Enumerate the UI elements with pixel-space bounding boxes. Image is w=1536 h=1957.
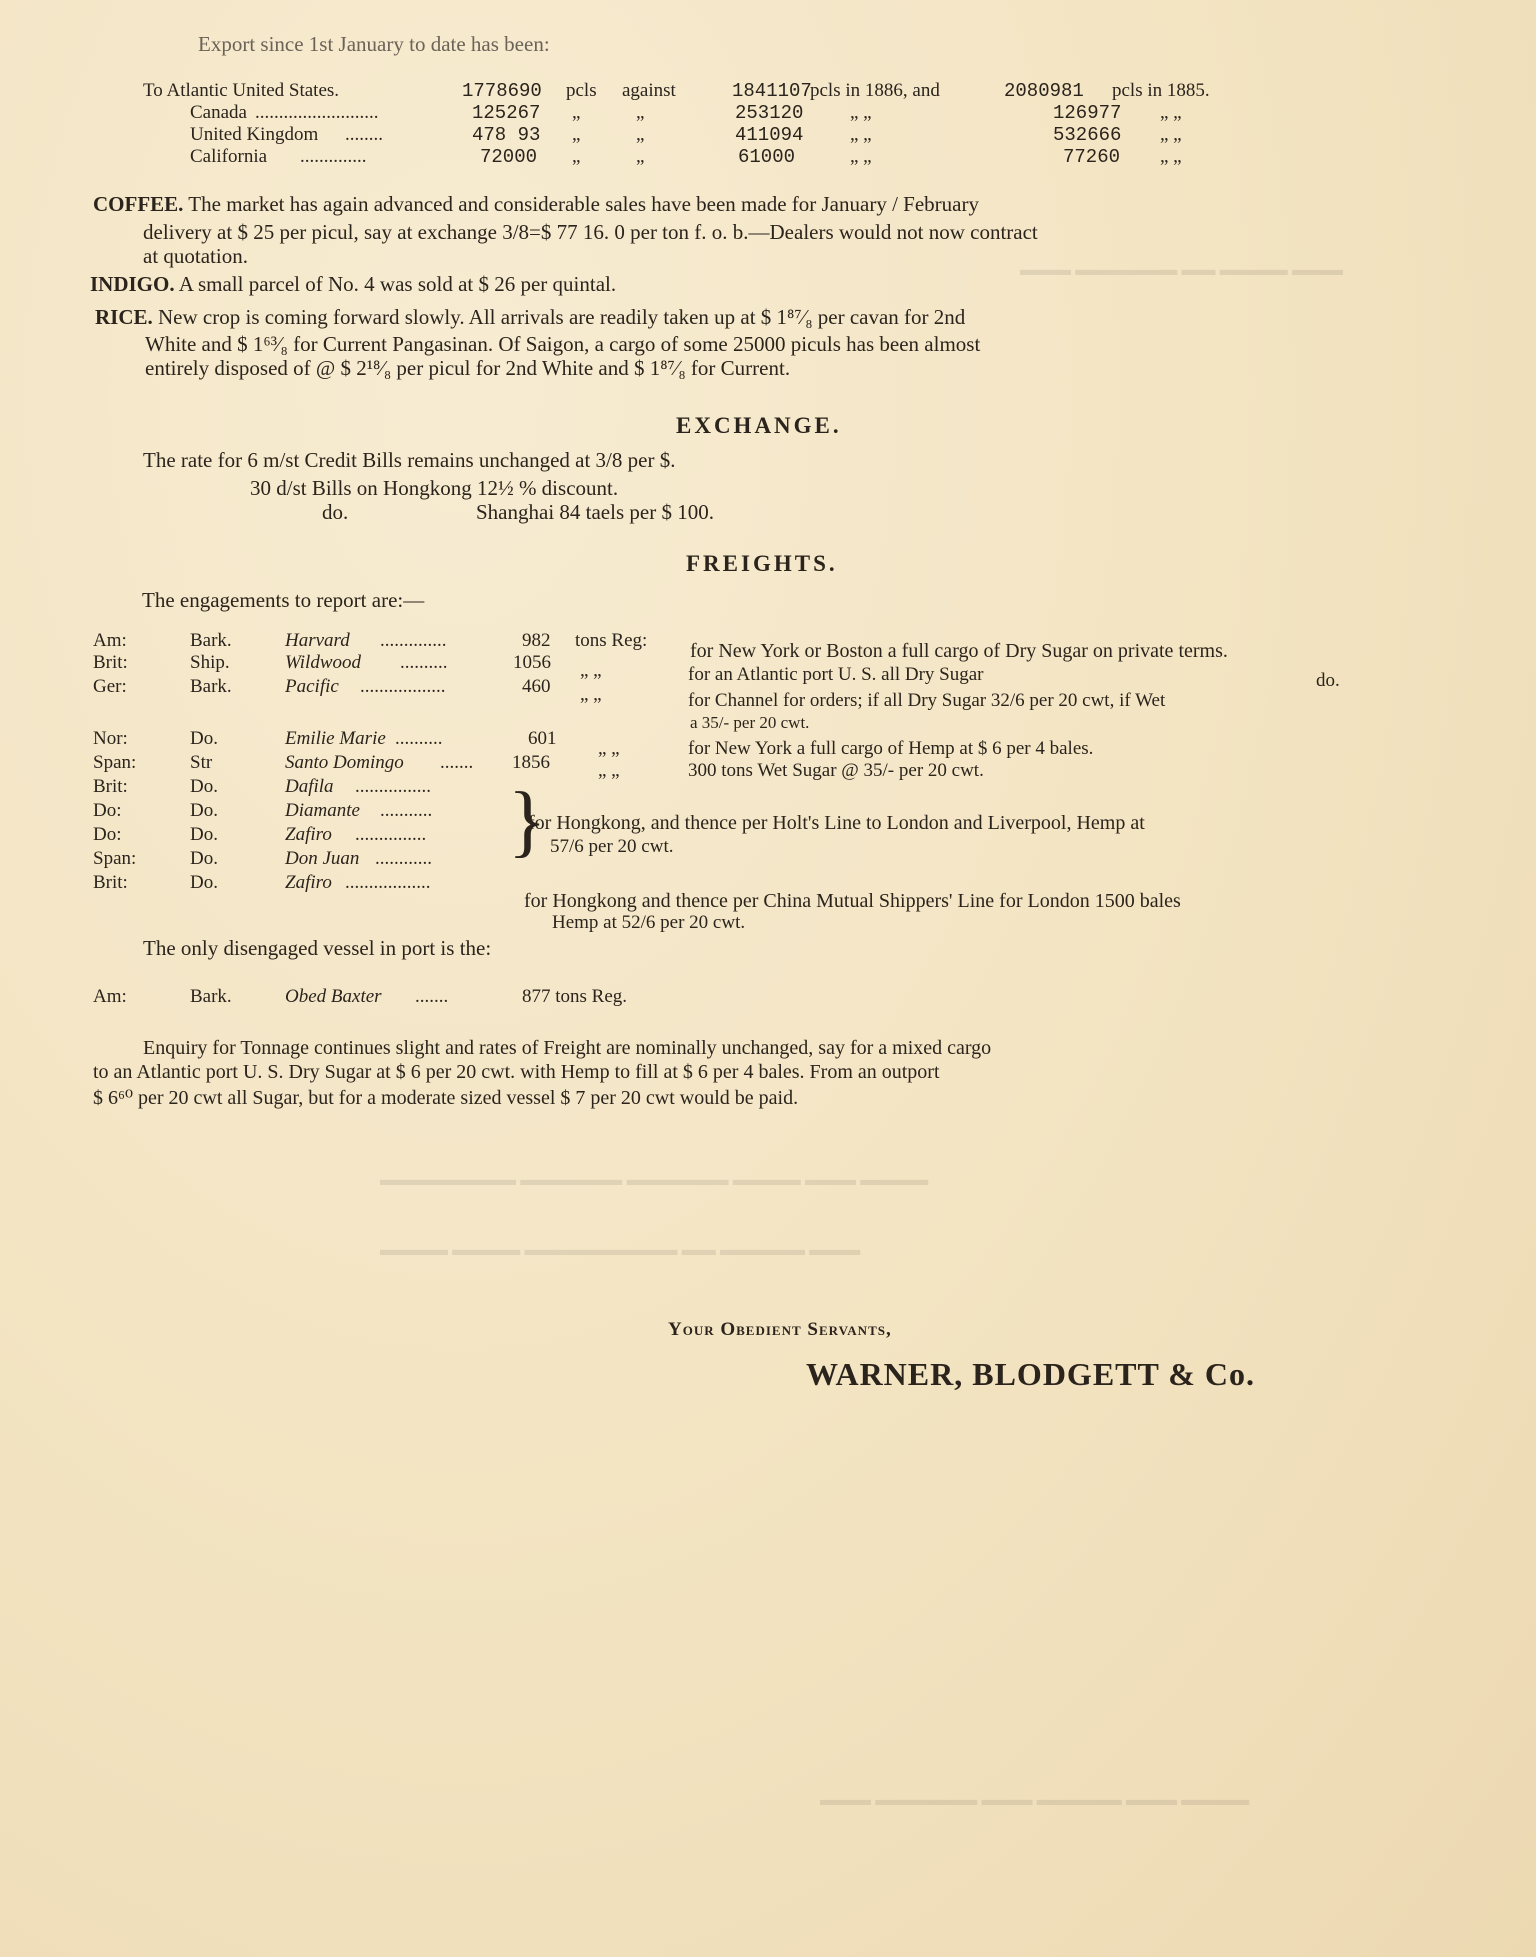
export-tail: „ „	[850, 102, 872, 123]
engagement-vessel: Pacific	[285, 676, 339, 697]
engagement-tons: 1856	[512, 752, 550, 773]
exchange-line-3b: Shanghai 84 taels per $ 100.	[476, 500, 714, 524]
rice-text: New crop is coming forward slowly. All arrivals are readily taken up at $ 1⁸⁷⁄₈ per cavan for 2nd	[158, 305, 966, 329]
engagement-flag: Nor:	[93, 728, 128, 749]
engagement-reg: „ „	[598, 760, 620, 781]
export-unit: „	[572, 146, 581, 167]
enquiry-line-2: to an Atlantic port U. S. Dry Sugar at $ 6 per 20 cwt. with Hemp to fill at $ 6 per 4 bales. From an outport	[93, 1061, 940, 1083]
exchange-line-1: The rate for 6 m/st Credit Bills remains unchanged at 3/8 per $.	[143, 448, 676, 472]
disengaged-dots: .......	[415, 986, 449, 1007]
engagement-dots: ...........	[380, 800, 433, 821]
engagement-rig: Bark.	[190, 676, 232, 697]
engagement-dots: ..........	[395, 728, 443, 749]
rice-line-3: entirely disposed of @ $ 2¹⁸⁄₈ per picul for 2nd White and $ 1⁸⁷⁄₈ for Current.	[145, 356, 791, 380]
export-tail: „ „	[1160, 146, 1182, 167]
engagement-vessel: Wildwood	[285, 652, 362, 673]
engagement-dots: .......	[440, 752, 474, 773]
export-tail: pcls in 1885.	[1112, 80, 1210, 101]
indigo-paragraph	[90, 272, 616, 296]
export-value-1886: 61000	[738, 146, 796, 168]
engagement-terms: for Channel for orders; if all Dry Sugar 32/6 per 20 cwt, if Wet	[688, 690, 1166, 711]
export-against: against	[622, 80, 676, 101]
engagement-terms: for an Atlantic port U. S. all Dry Sugar	[688, 664, 984, 685]
export-tail: „ „	[1160, 102, 1182, 123]
engagement-rig: Ship.	[190, 652, 230, 673]
enquiry-line-3: $ 6⁶⁰ per 20 cwt all Sugar, but for a moderate sized vessel $ 7 per 20 cwt would be paid.	[93, 1087, 799, 1109]
export-value-1887: 478 93	[472, 124, 541, 146]
disengaged-flag: Am:	[93, 986, 127, 1007]
engagement-reg: tons Reg:	[575, 630, 648, 651]
engagement-terms-2: Hemp at 52/6 per 20 cwt.	[552, 912, 746, 933]
exchange-title: EXCHANGE.	[676, 413, 842, 438]
engagement-reg: „ „	[598, 738, 620, 759]
engagement-tons: 982	[522, 630, 551, 651]
engagement-flag: Brit:	[93, 652, 128, 673]
engagement-dots: ..........	[400, 652, 448, 673]
engagement-terms: for New York or Boston a full cargo of Dry Sugar on private terms.	[690, 640, 1228, 662]
export-heading: Export since 1st January to date has been:	[198, 32, 550, 56]
export-unit: „	[572, 124, 581, 145]
export-tail: pcls in 1886, and	[810, 80, 940, 101]
export-tail: „ „	[850, 146, 872, 167]
export-dots: ..............	[300, 146, 367, 167]
engagement-flag: Span:	[93, 752, 137, 773]
bleed-through-decoration: ▬▬▬▬ ▬▬▬ ▬▬▬▬ ▬▬▬▬▬▬ ▬▬▬▬▬▬ ▬▬▬▬▬▬▬▬	[380, 1170, 929, 1189]
export-value-1886: 411094	[735, 124, 804, 146]
export-dest: Canada	[190, 102, 247, 123]
engagement-vessel: Don Juan	[285, 848, 360, 869]
export-value-1887: 1778690	[462, 80, 542, 102]
export-tail: „ „	[1160, 124, 1182, 145]
valediction: Your Obedient Servants,	[668, 1319, 892, 1340]
engagement-vessel: Santo Domingo	[285, 752, 404, 773]
indigo-text: A small parcel of No. 4 was sold at $ 26 per quintal.	[178, 272, 617, 296]
grouped-terms: for Hongkong, and thence per Holt's Line to London and Liverpool, Hemp at	[528, 812, 1145, 834]
engagement-terms: 300 tons Wet Sugar @ 35/- per 20 cwt.	[688, 760, 984, 781]
export-against: „	[636, 124, 645, 145]
engagement-reg: „ „	[580, 684, 602, 705]
engagement-rig: Do.	[190, 776, 218, 797]
indigo-label: INDIGO.	[90, 272, 175, 296]
exchange-line-2: 30 d/st Bills on Hongkong 12½ % discount.	[250, 476, 619, 500]
engagement-rig: Do.	[190, 800, 218, 821]
bleed-through-decoration: ▬▬▬▬ ▬▬▬ ▬▬▬▬▬ ▬▬▬ ▬▬▬▬▬▬ ▬▬▬	[820, 1790, 1250, 1809]
export-value-1885: 126977	[1053, 102, 1122, 124]
rice-label: RICE.	[95, 305, 153, 329]
grouped-terms-2: 57/6 per 20 cwt.	[550, 836, 674, 857]
engagement-vessel: Zafiro	[285, 824, 332, 845]
export-value-1887: 72000	[480, 146, 538, 168]
export-dest: To Atlantic United States.	[143, 80, 340, 101]
rice-paragraph	[95, 305, 965, 329]
engagement-dots: ..................	[360, 676, 446, 697]
engagement-dots: ..................	[345, 872, 431, 893]
engagement-flag: Span:	[93, 848, 137, 869]
bleed-through-decoration: ▬▬▬ ▬▬▬▬ ▬▬ ▬▬▬▬▬▬ ▬▬▬	[1020, 260, 1343, 279]
engagement-reg: „ „	[580, 660, 602, 681]
engagement-terms: for New York a full cargo of Hemp at $ 6 per 4 bales.	[688, 738, 1094, 759]
engagement-rig: Do.	[190, 728, 218, 749]
export-value-1885: 77260	[1063, 146, 1121, 168]
engagement-rig: Do.	[190, 824, 218, 845]
brace-bracket: }	[508, 777, 547, 865]
exchange-line-3a: do.	[322, 500, 349, 524]
engagement-terms: for Hongkong and thence per China Mutual Shippers' Line for London 1500 bales	[524, 890, 1181, 912]
engagement-tons: 601	[528, 728, 557, 749]
engagement-flag: Ger:	[93, 676, 127, 697]
enquiry-line-1: Enquiry for Tonnage continues slight and rates of Freight are nominally unchanged, say for a mixed cargo	[143, 1037, 992, 1059]
rice-line-2: White and $ 1⁶³⁄₈ for Current Pangasinan. Of Saigon, a cargo of some 25000 piculs has been almost	[145, 332, 981, 356]
export-dots: ..........................	[255, 102, 379, 123]
export-tail: „ „	[850, 124, 872, 145]
engagement-tons: 460	[522, 676, 551, 697]
signature: WARNER, BLODGETT & Co.	[806, 1356, 1256, 1392]
freights-title: FREIGHTS.	[686, 551, 838, 576]
export-value-1886: 1841107	[732, 80, 812, 102]
engagement-vessel: Zafiro	[285, 872, 332, 893]
coffee-paragraph	[93, 192, 979, 216]
engagement-dots: ...............	[355, 824, 427, 845]
bleed-through-decoration: ▬▬▬ ▬▬▬▬▬ ▬▬ ▬▬▬▬▬▬▬▬▬ ▬▬▬▬ ▬▬▬▬	[380, 1240, 861, 1259]
export-dest: California	[190, 146, 268, 167]
engagement-vessel: Dafila	[285, 776, 334, 797]
disengaged-vessel: Obed Baxter	[285, 986, 382, 1007]
export-value-1885: 532666	[1053, 124, 1122, 146]
coffee-line-3: at quotation.	[143, 244, 248, 268]
export-value-1887: 125267	[472, 102, 541, 124]
export-unit: pcls	[566, 80, 597, 101]
engagement-flag: Brit:	[93, 776, 128, 797]
engagement-extra: do.	[1316, 670, 1340, 691]
engagement-rig: Str	[190, 752, 213, 773]
export-against: „	[636, 102, 645, 123]
engagement-vessel: Harvard	[285, 630, 350, 651]
export-against: „	[636, 146, 645, 167]
engagement-vessel: Emilie Marie	[285, 728, 386, 749]
engagement-rig: Do.	[190, 848, 218, 869]
engagement-tons: 1056	[513, 652, 551, 673]
engagement-flag: Am:	[93, 630, 127, 651]
export-value-1885: 2080981	[1004, 80, 1084, 102]
engagement-rig: Bark.	[190, 630, 232, 651]
disengaged-tons: 877 tons Reg.	[522, 986, 628, 1007]
engagement-flag: Do:	[93, 800, 122, 821]
coffee-text: The market has again advanced and considerable sales have been made for January / February	[188, 192, 979, 216]
coffee-line-2: delivery at $ 25 per picul, say at exchange 3/8=$ 77 16. 0 per ton f. o. b.—Dealers would not now contract	[143, 220, 1038, 244]
export-dots: ........	[345, 124, 383, 145]
export-unit: „	[572, 102, 581, 123]
engagement-terms-2: a 35/- per 20 cwt.	[690, 713, 810, 732]
disengaged-intro: The only disengaged vessel in port is the:	[143, 936, 492, 960]
coffee-label: COFFEE.	[93, 192, 184, 216]
engagement-rig: Do.	[190, 872, 218, 893]
disengaged-rig: Bark.	[190, 986, 232, 1007]
engagement-dots: ................	[355, 776, 431, 797]
export-dest: United Kingdom	[190, 124, 319, 145]
export-value-1886: 253120	[735, 102, 804, 124]
freights-intro: The engagements to report are:—	[142, 588, 425, 612]
engagement-vessel: Diamante	[285, 800, 360, 821]
engagement-flag: Do:	[93, 824, 122, 845]
engagement-dots: ..............	[380, 630, 447, 651]
engagement-flag: Brit:	[93, 872, 128, 893]
engagement-dots: ............	[375, 848, 432, 869]
